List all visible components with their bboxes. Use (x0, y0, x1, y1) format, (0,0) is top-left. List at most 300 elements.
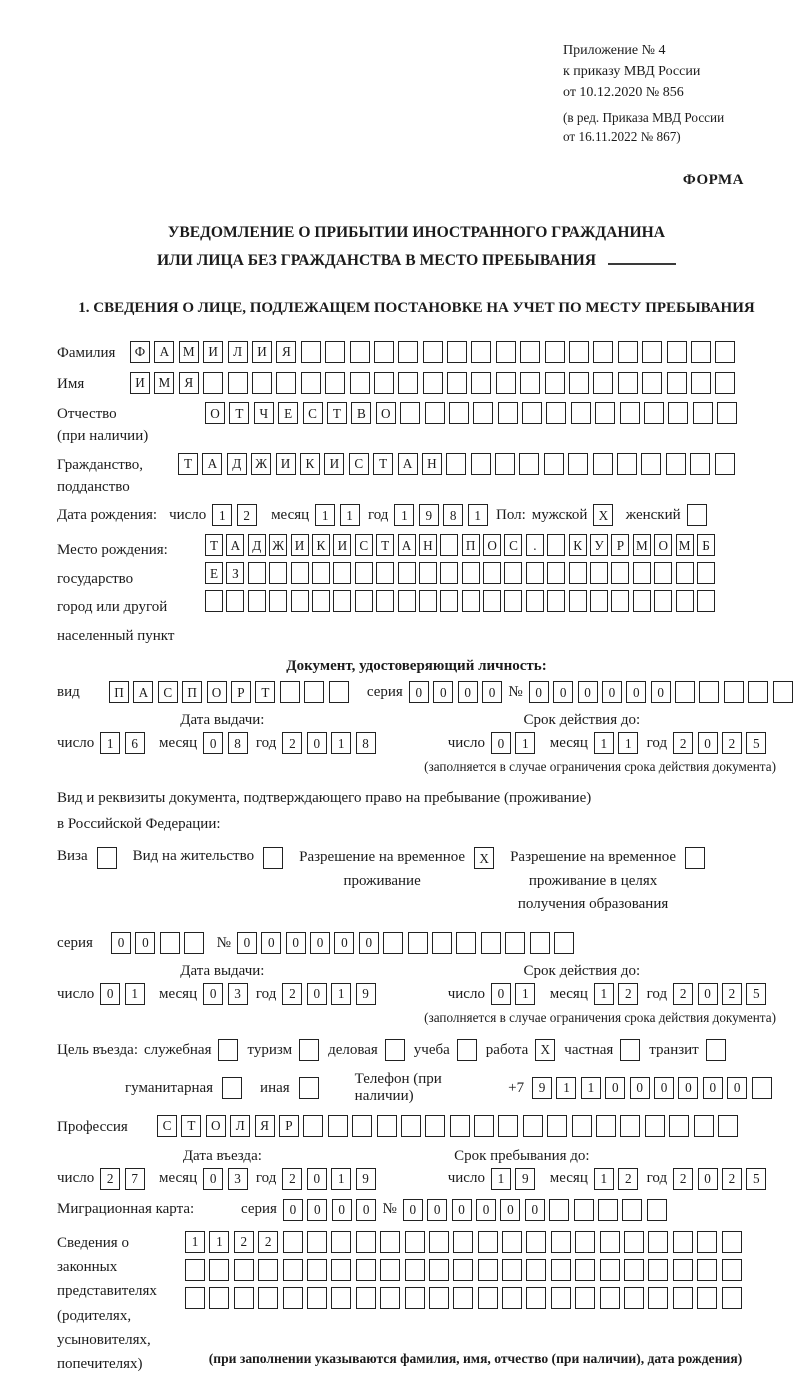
char-box[interactable] (205, 590, 223, 612)
char-box[interactable]: С (157, 1115, 177, 1137)
char-box[interactable]: 0 (237, 932, 257, 954)
char-box[interactable]: Я (179, 372, 199, 394)
char-box[interactable] (773, 681, 793, 703)
char-box[interactable] (697, 1287, 717, 1309)
char-box[interactable] (648, 1231, 668, 1253)
char-box[interactable]: Т (178, 453, 198, 475)
char-box[interactable] (209, 1287, 229, 1309)
char-box[interactable]: У (590, 534, 608, 556)
char-box[interactable]: 0 (334, 932, 354, 954)
char-box[interactable] (269, 562, 287, 584)
char-box[interactable]: 5 (746, 1168, 766, 1190)
char-box[interactable] (717, 402, 737, 424)
char-box[interactable]: 0 (654, 1077, 674, 1099)
char-box[interactable]: 0 (698, 1168, 718, 1190)
char-box[interactable] (618, 341, 638, 363)
char-box[interactable] (624, 1231, 644, 1253)
char-box[interactable] (647, 1199, 667, 1221)
char-box[interactable] (401, 1115, 421, 1137)
char-box[interactable] (405, 1231, 425, 1253)
char-box[interactable] (575, 1259, 595, 1281)
char-box[interactable]: 0 (427, 1199, 447, 1221)
char-box[interactable] (519, 453, 539, 475)
char-box[interactable]: 0 (630, 1077, 650, 1099)
char-box[interactable] (526, 562, 544, 584)
char-box[interactable]: О (207, 681, 227, 703)
char-box[interactable] (453, 1231, 473, 1253)
char-box[interactable] (450, 1115, 470, 1137)
char-box[interactable] (462, 590, 480, 612)
char-box[interactable] (478, 1259, 498, 1281)
char-box[interactable] (376, 590, 394, 612)
char-box[interactable] (283, 1259, 303, 1281)
char-box[interactable]: 0 (678, 1077, 698, 1099)
char-box[interactable] (474, 1115, 494, 1137)
char-box[interactable] (405, 1287, 425, 1309)
char-box[interactable]: С (504, 534, 522, 556)
char-box[interactable] (654, 590, 672, 612)
char-box[interactable] (425, 1115, 445, 1137)
char-box[interactable] (752, 1077, 772, 1099)
char-box[interactable] (429, 1259, 449, 1281)
char-box[interactable]: 1 (100, 732, 120, 754)
char-box[interactable] (697, 1259, 717, 1281)
char-box[interactable] (641, 453, 661, 475)
char-box[interactable]: 1 (594, 983, 614, 1005)
char-box[interactable]: Т (376, 534, 394, 556)
char-box[interactable]: 1 (125, 983, 145, 1005)
char-box[interactable] (676, 562, 694, 584)
char-box[interactable]: 0 (482, 681, 502, 703)
purpose-tourism-checkbox[interactable] (299, 1039, 319, 1061)
char-box[interactable] (355, 562, 373, 584)
char-box[interactable] (624, 1287, 644, 1309)
char-box[interactable] (673, 1231, 693, 1253)
char-box[interactable]: 1 (468, 504, 488, 526)
char-box[interactable] (304, 681, 324, 703)
char-box[interactable]: 0 (491, 732, 511, 754)
char-box[interactable]: 7 (125, 1168, 145, 1190)
char-box[interactable] (331, 1287, 351, 1309)
char-box[interactable]: Т (205, 534, 223, 556)
char-box[interactable] (449, 402, 469, 424)
char-box[interactable] (526, 1231, 546, 1253)
char-box[interactable]: 2 (282, 983, 302, 1005)
char-box[interactable]: Л (230, 1115, 250, 1137)
char-box[interactable]: 9 (515, 1168, 535, 1190)
char-box[interactable] (312, 562, 330, 584)
char-box[interactable] (160, 932, 180, 954)
char-box[interactable]: Т (181, 1115, 201, 1137)
char-box[interactable] (496, 372, 516, 394)
char-box[interactable]: 1 (331, 1168, 351, 1190)
char-box[interactable]: 1 (209, 1231, 229, 1253)
char-box[interactable] (356, 1231, 376, 1253)
char-box[interactable] (185, 1287, 205, 1309)
char-box[interactable] (569, 590, 587, 612)
char-box[interactable]: А (202, 453, 222, 475)
char-box[interactable]: 0 (458, 681, 478, 703)
char-box[interactable]: П (182, 681, 202, 703)
char-box[interactable] (380, 1259, 400, 1281)
char-box[interactable]: И (203, 341, 223, 363)
char-box[interactable]: 0 (403, 1199, 423, 1221)
char-box[interactable]: 5 (746, 732, 766, 754)
char-box[interactable]: 2 (618, 983, 638, 1005)
char-box[interactable] (355, 590, 373, 612)
char-box[interactable] (569, 341, 589, 363)
char-box[interactable]: 0 (286, 932, 306, 954)
char-box[interactable] (645, 1115, 665, 1137)
purpose-study-checkbox[interactable] (457, 1039, 477, 1061)
char-box[interactable] (419, 590, 437, 612)
char-box[interactable] (551, 1259, 571, 1281)
char-box[interactable] (547, 1115, 567, 1137)
char-box[interactable] (530, 932, 550, 954)
char-box[interactable] (473, 402, 493, 424)
char-box[interactable] (574, 1199, 594, 1221)
char-box[interactable]: 0 (307, 983, 327, 1005)
char-box[interactable] (356, 1287, 376, 1309)
char-box[interactable]: Н (419, 534, 437, 556)
char-box[interactable] (547, 590, 565, 612)
char-box[interactable]: 2 (258, 1231, 278, 1253)
char-box[interactable] (301, 372, 321, 394)
char-box[interactable]: Ф (130, 341, 150, 363)
char-box[interactable] (572, 1115, 592, 1137)
char-box[interactable] (325, 372, 345, 394)
char-box[interactable]: 0 (409, 681, 429, 703)
char-box[interactable] (462, 562, 480, 584)
char-box[interactable] (185, 1259, 205, 1281)
char-box[interactable] (496, 341, 516, 363)
char-box[interactable] (423, 341, 443, 363)
char-box[interactable]: 0 (203, 1168, 223, 1190)
char-box[interactable]: 9 (356, 1168, 376, 1190)
char-box[interactable]: 0 (310, 932, 330, 954)
char-box[interactable] (333, 590, 351, 612)
char-box[interactable]: П (109, 681, 129, 703)
char-box[interactable]: К (569, 534, 587, 556)
char-box[interactable]: 2 (282, 1168, 302, 1190)
char-box[interactable] (595, 402, 615, 424)
char-box[interactable] (522, 402, 542, 424)
char-box[interactable]: 3 (228, 983, 248, 1005)
char-box[interactable] (331, 1259, 351, 1281)
char-box[interactable] (447, 372, 467, 394)
char-box[interactable] (520, 372, 540, 394)
char-box[interactable]: 9 (532, 1077, 552, 1099)
char-box[interactable] (471, 341, 491, 363)
char-box[interactable]: 0 (261, 932, 281, 954)
char-box[interactable] (453, 1259, 473, 1281)
char-box[interactable]: М (179, 341, 199, 363)
char-box[interactable] (398, 562, 416, 584)
char-box[interactable] (307, 1287, 327, 1309)
char-box[interactable]: Т (255, 681, 275, 703)
char-box[interactable]: О (483, 534, 501, 556)
char-box[interactable] (408, 932, 428, 954)
char-box[interactable]: О (376, 402, 396, 424)
char-box[interactable] (456, 932, 476, 954)
char-box[interactable] (600, 1287, 620, 1309)
sex-female-checkbox[interactable] (687, 504, 707, 526)
char-box[interactable]: Ж (269, 534, 287, 556)
char-box[interactable]: 8 (356, 732, 376, 754)
char-box[interactable]: 2 (673, 983, 693, 1005)
char-box[interactable]: Д (248, 534, 266, 556)
char-box[interactable]: О (206, 1115, 226, 1137)
char-box[interactable] (505, 932, 525, 954)
char-box[interactable] (184, 932, 204, 954)
char-box[interactable] (724, 681, 744, 703)
char-box[interactable] (642, 341, 662, 363)
char-box[interactable]: М (154, 372, 174, 394)
char-box[interactable] (694, 1115, 714, 1137)
char-box[interactable]: 0 (356, 1199, 376, 1221)
char-box[interactable] (447, 341, 467, 363)
char-box[interactable] (400, 402, 420, 424)
char-box[interactable]: 9 (356, 983, 376, 1005)
char-box[interactable]: 1 (331, 983, 351, 1005)
char-box[interactable] (611, 562, 629, 584)
char-box[interactable] (498, 402, 518, 424)
char-box[interactable]: Ч (254, 402, 274, 424)
char-box[interactable] (495, 453, 515, 475)
char-box[interactable]: Я (276, 341, 296, 363)
char-box[interactable]: 2 (722, 732, 742, 754)
char-box[interactable] (545, 341, 565, 363)
char-box[interactable]: 0 (626, 681, 646, 703)
char-box[interactable] (432, 932, 452, 954)
char-box[interactable]: А (398, 453, 418, 475)
char-box[interactable]: 6 (125, 732, 145, 754)
option-temp-residence-education-checkbox[interactable] (685, 847, 705, 869)
char-box[interactable] (258, 1259, 278, 1281)
char-box[interactable] (593, 341, 613, 363)
char-box[interactable] (549, 1199, 569, 1221)
char-box[interactable] (350, 372, 370, 394)
char-box[interactable] (666, 453, 686, 475)
char-box[interactable] (209, 1259, 229, 1281)
char-box[interactable]: 0 (203, 732, 223, 754)
char-box[interactable] (691, 372, 711, 394)
char-box[interactable]: П (462, 534, 480, 556)
char-box[interactable] (600, 1231, 620, 1253)
char-box[interactable]: 0 (491, 983, 511, 1005)
char-box[interactable] (611, 590, 629, 612)
char-box[interactable]: . (526, 534, 544, 556)
char-box[interactable] (600, 1259, 620, 1281)
char-box[interactable] (307, 1231, 327, 1253)
char-box[interactable]: О (205, 402, 225, 424)
char-box[interactable] (590, 590, 608, 612)
char-box[interactable]: 1 (515, 732, 535, 754)
char-box[interactable]: 1 (594, 732, 614, 754)
char-box[interactable] (715, 341, 735, 363)
char-box[interactable]: 1 (394, 504, 414, 526)
char-box[interactable]: Д (227, 453, 247, 475)
char-box[interactable] (303, 1115, 323, 1137)
char-box[interactable] (648, 1287, 668, 1309)
char-box[interactable]: А (226, 534, 244, 556)
char-box[interactable]: 8 (443, 504, 463, 526)
char-box[interactable]: Е (278, 402, 298, 424)
char-box[interactable] (478, 1287, 498, 1309)
char-box[interactable] (329, 681, 349, 703)
char-box[interactable] (715, 453, 735, 475)
char-box[interactable]: Н (422, 453, 442, 475)
char-box[interactable] (523, 1115, 543, 1137)
char-box[interactable] (423, 372, 443, 394)
char-box[interactable]: 0 (651, 681, 671, 703)
char-box[interactable] (283, 1287, 303, 1309)
char-box[interactable]: К (300, 453, 320, 475)
char-box[interactable]: 0 (135, 932, 155, 954)
char-box[interactable]: 2 (722, 983, 742, 1005)
option-temp-residence-checkbox[interactable]: X (474, 847, 494, 869)
char-box[interactable] (668, 402, 688, 424)
char-box[interactable]: 1 (331, 732, 351, 754)
char-box[interactable]: 2 (234, 1231, 254, 1253)
char-box[interactable] (718, 1115, 738, 1137)
char-box[interactable]: 0 (433, 681, 453, 703)
char-box[interactable] (697, 590, 715, 612)
char-box[interactable] (618, 372, 638, 394)
char-box[interactable] (269, 590, 287, 612)
char-box[interactable]: 2 (100, 1168, 120, 1190)
char-box[interactable] (545, 372, 565, 394)
char-box[interactable] (276, 372, 296, 394)
char-box[interactable]: 2 (673, 1168, 693, 1190)
sex-male-checkbox[interactable]: X (593, 504, 613, 526)
char-box[interactable]: 1 (581, 1077, 601, 1099)
char-box[interactable] (234, 1287, 254, 1309)
char-box[interactable]: 0 (698, 732, 718, 754)
char-box[interactable]: 1 (491, 1168, 511, 1190)
char-box[interactable]: Р (231, 681, 251, 703)
char-box[interactable]: 1 (340, 504, 360, 526)
char-box[interactable] (571, 402, 591, 424)
char-box[interactable]: 0 (476, 1199, 496, 1221)
char-box[interactable] (440, 534, 458, 556)
char-box[interactable] (642, 372, 662, 394)
char-box[interactable] (429, 1231, 449, 1253)
char-box[interactable] (569, 372, 589, 394)
char-box[interactable]: Я (255, 1115, 275, 1137)
char-box[interactable] (593, 372, 613, 394)
char-box[interactable]: 0 (283, 1199, 303, 1221)
char-box[interactable] (502, 1231, 522, 1253)
char-box[interactable] (644, 402, 664, 424)
char-box[interactable] (248, 590, 266, 612)
char-box[interactable] (748, 681, 768, 703)
char-box[interactable] (699, 681, 719, 703)
char-box[interactable]: 0 (111, 932, 131, 954)
char-box[interactable]: И (252, 341, 272, 363)
char-box[interactable] (429, 1287, 449, 1309)
char-box[interactable] (419, 562, 437, 584)
char-box[interactable] (328, 1115, 348, 1137)
char-box[interactable] (440, 590, 458, 612)
char-box[interactable] (697, 1231, 717, 1253)
char-box[interactable]: 1 (594, 1168, 614, 1190)
char-box[interactable] (226, 590, 244, 612)
char-box[interactable] (248, 562, 266, 584)
char-box[interactable]: 9 (419, 504, 439, 526)
char-box[interactable] (722, 1231, 742, 1253)
char-box[interactable]: 1 (212, 504, 232, 526)
char-box[interactable]: 0 (359, 932, 379, 954)
char-box[interactable] (690, 453, 710, 475)
char-box[interactable]: 0 (203, 983, 223, 1005)
char-box[interactable] (280, 681, 300, 703)
char-box[interactable] (483, 590, 501, 612)
char-box[interactable] (633, 590, 651, 612)
char-box[interactable] (667, 341, 687, 363)
char-box[interactable] (478, 1231, 498, 1253)
purpose-work-checkbox[interactable]: X (535, 1039, 555, 1061)
char-box[interactable]: 0 (698, 983, 718, 1005)
char-box[interactable] (551, 1287, 571, 1309)
char-box[interactable] (350, 341, 370, 363)
char-box[interactable]: Б (697, 534, 715, 556)
char-box[interactable]: 0 (529, 681, 549, 703)
char-box[interactable]: О (654, 534, 672, 556)
char-box[interactable]: 5 (746, 983, 766, 1005)
char-box[interactable] (554, 932, 574, 954)
char-box[interactable]: 0 (525, 1199, 545, 1221)
char-box[interactable] (526, 590, 544, 612)
char-box[interactable]: 0 (578, 681, 598, 703)
char-box[interactable]: 0 (332, 1199, 352, 1221)
char-box[interactable] (569, 562, 587, 584)
char-box[interactable]: 0 (703, 1077, 723, 1099)
char-box[interactable]: 1 (315, 504, 335, 526)
char-box[interactable]: 0 (727, 1077, 747, 1099)
char-box[interactable] (502, 1259, 522, 1281)
char-box[interactable] (291, 590, 309, 612)
char-box[interactable] (673, 1259, 693, 1281)
char-box[interactable]: Т (327, 402, 347, 424)
char-box[interactable] (483, 562, 501, 584)
char-box[interactable]: Т (373, 453, 393, 475)
char-box[interactable]: 2 (722, 1168, 742, 1190)
char-box[interactable] (425, 402, 445, 424)
char-box[interactable] (291, 562, 309, 584)
char-box[interactable]: 1 (185, 1231, 205, 1253)
char-box[interactable] (356, 1259, 376, 1281)
char-box[interactable]: С (158, 681, 178, 703)
char-box[interactable] (722, 1287, 742, 1309)
char-box[interactable] (675, 681, 695, 703)
char-box[interactable]: С (355, 534, 373, 556)
char-box[interactable] (331, 1231, 351, 1253)
char-box[interactable] (307, 1259, 327, 1281)
char-box[interactable]: 0 (500, 1199, 520, 1221)
char-box[interactable] (301, 341, 321, 363)
char-box[interactable] (547, 562, 565, 584)
char-box[interactable] (673, 1287, 693, 1309)
char-box[interactable]: И (276, 453, 296, 475)
char-box[interactable] (504, 562, 522, 584)
char-box[interactable] (398, 372, 418, 394)
char-box[interactable] (234, 1259, 254, 1281)
purpose-humanitarian-checkbox[interactable] (222, 1077, 242, 1099)
char-box[interactable]: 0 (307, 1199, 327, 1221)
char-box[interactable] (526, 1287, 546, 1309)
char-box[interactable] (504, 590, 522, 612)
